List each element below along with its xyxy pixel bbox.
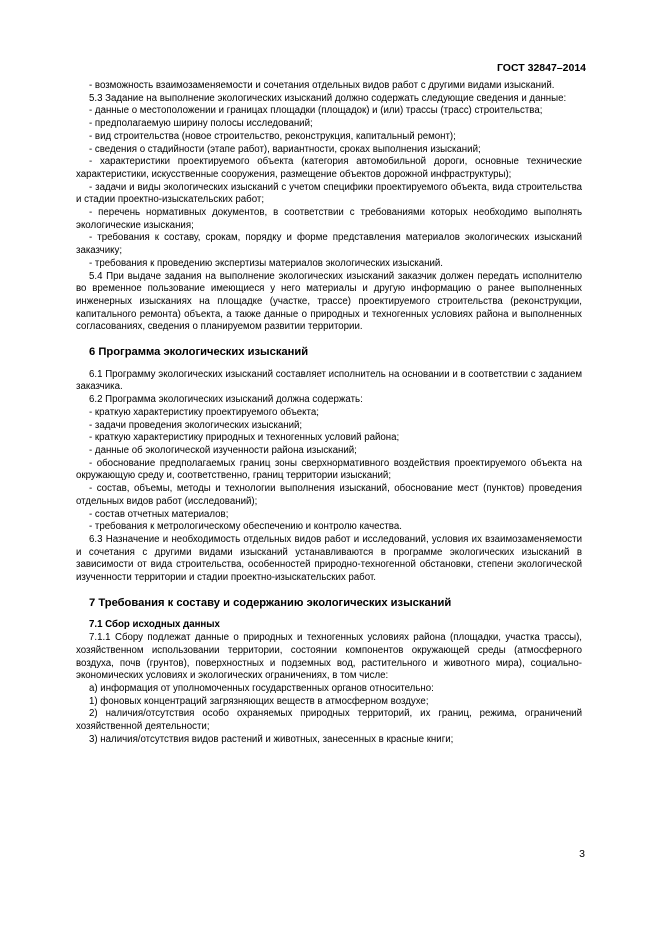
paragraph: а) информация от уполномоченных государственных органов относительно: bbox=[89, 682, 434, 694]
paragraph: 6.1 Программу экологических изысканий составляет исполнитель на основании и в соответствии с заданием заказчика. bbox=[76, 368, 582, 393]
paragraph: - перечень нормативных документов, в соответствии с требованиями которых необходимо выполнять экологические изыскания; bbox=[76, 207, 582, 231]
paragraph: - задачи проведения экологических изысканий; bbox=[89, 419, 303, 431]
paragraph: - требования к проведению экспертизы материалов экологических изысканий. bbox=[89, 257, 443, 269]
document-body bbox=[76, 80, 582, 746]
paragraph: - задачи и виды экологических изысканий с учетом специфики проектируемого объекта, вида строительства и стадии проектно-изыскательских работ; bbox=[76, 181, 582, 206]
section-heading: 7 Требования к составу и содержанию экологических изысканий bbox=[89, 596, 452, 609]
paragraph: - состав, объемы, методы и технологии выполнения изысканий, обоснование мест (пунктов) проведения отдельных видов работ (исследований); bbox=[76, 483, 582, 507]
paragraph: 2) наличия/отсутствия особо охраняемых природных территорий, их границ, режима, ограничений хозяйственной деятельности; bbox=[76, 708, 582, 733]
paragraph: 6.2 Программа экологических изысканий должна содержать: bbox=[89, 394, 363, 406]
paragraph: - характеристики проектируемого объекта (категория автомобильной дороги, основные технические характеристики, искусственные сооружения, размещение объектов дорожной инфраструктуры); bbox=[76, 156, 582, 180]
paragraph: 7.1.1 Сбору подлежат данные о природных и техногенных условиях района (площадки, участка трассы), хозяйственном использовании территории, состоянии компонентов окружающей среды (атмосферного воздуха, почв (грунтов), поверхностных и подземных вод, растительного и животного мира), социально-экономических условиях и экологических ограничениях, в том числе: bbox=[76, 632, 582, 682]
paragraph: - сведения о стадийности (этапе работ), вариантности, сроках выполнения изысканий; bbox=[89, 143, 481, 155]
paragraph: - состав отчетных материалов; bbox=[89, 508, 229, 520]
paragraph: 5.4 При выдаче задания на выполнение экологических изысканий заказчик должен передать исполнителю во временное пользование имеющиеся у него материалы и другую информацию о ранее выполненных инженерных изысканиях на площадке (участке, трассе) проектируемого строительства (реконструкции, капитального ремонта) объекта, а также данные о природных и техногенных условиях района и выполненных согласованиях, сведения о планируемом развитии территории. bbox=[76, 270, 582, 333]
paragraph: - данные об экологической изученности района изысканий; bbox=[89, 444, 357, 456]
paragraph: 3) наличия/отсутствия видов растений и животных, занесенных в красные книги; bbox=[89, 733, 454, 745]
page-number: 3 bbox=[579, 848, 585, 860]
paragraph: - обоснование предполагаемых границ зоны сверхнормативного воздействия проектируемого объекта на окружающую среду и, соответственно, границ территории изысканий; bbox=[76, 457, 582, 482]
paragraph: - требования к составу, срокам, порядку и форме представления материалов экологических изысканий заказчику; bbox=[76, 232, 582, 257]
doc-code-header: ГОСТ 32847–2014 bbox=[496, 62, 586, 74]
paragraph: - данные о местоположении и границах площадки (площадок) и (или) трассы (трасс) строительства; bbox=[89, 105, 543, 117]
paragraph: - предполагаемую ширину полосы исследований; bbox=[89, 118, 313, 130]
paragraph: - вид строительства (новое строительство, реконструкция, капитальный ремонт); bbox=[89, 130, 456, 142]
subsection-heading: 7.1 Сбор исходных данных bbox=[89, 619, 220, 631]
paragraph: - краткую характеристику природных и техногенных условий района; bbox=[89, 432, 400, 444]
paragraph: 1) фоновых концентраций загрязняющих веществ в атмосферном воздухе; bbox=[89, 695, 429, 707]
paragraph: 5.3 Задание на выполнение экологических изысканий должно содержать следующие сведения и данные: bbox=[89, 92, 567, 104]
section-heading: 6 Программа экологических изысканий bbox=[89, 346, 309, 359]
paragraph: - возможность взаимозаменяемости и сочетания отдельных видов работ с другими видами изысканий. bbox=[89, 80, 555, 91]
paragraph: - краткую характеристику проектируемого объекта; bbox=[89, 406, 319, 418]
paragraph: - требования к метрологическому обеспечению и контролю качества. bbox=[89, 521, 402, 533]
paragraph: 6.3 Назначение и необходимость отдельных видов работ и исследований, условия их взаимозаменяемости и сочетания с другими видами изысканий устанавливаются в программе экологических изысканий в зависимости от вида строительства, особенностей природно-техногенной обстановки, степени экологической изученности территории и стадии проектно-изыскательских работ. bbox=[76, 533, 582, 584]
